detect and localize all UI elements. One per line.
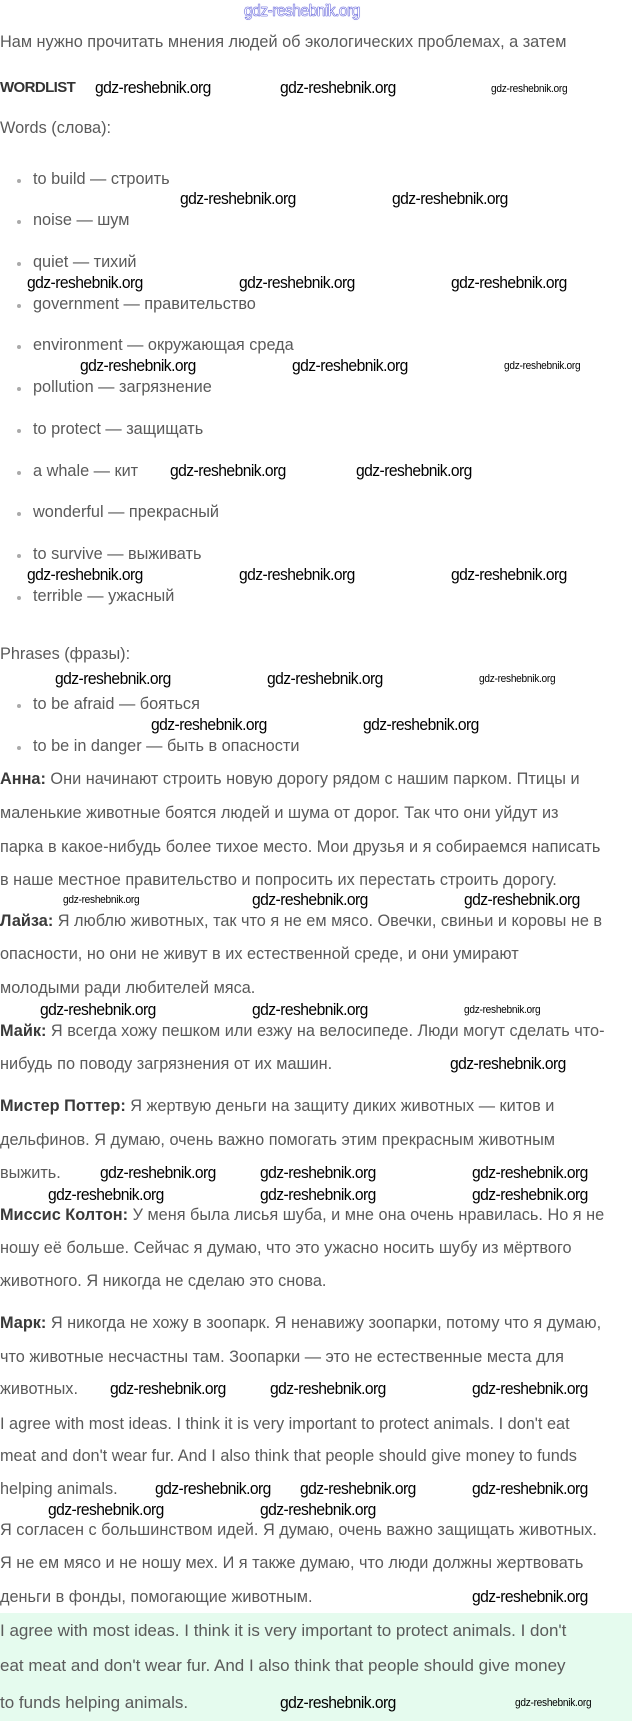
watermark: gdz-reshebnik.org	[270, 1379, 386, 1398]
watermark: gdz-reshebnik.org	[363, 715, 479, 734]
opinion-line: в наше местное правительство и попросить их перестать строить дорогу.	[0, 871, 557, 889]
watermark: gdz-reshebnik.org	[515, 1697, 592, 1709]
opinion-line: животного. Я никогда не сделаю это снова.	[0, 1272, 327, 1290]
watermark: gdz-reshebnik.org	[300, 1479, 416, 1498]
watermark: gdz-reshebnik.org	[280, 78, 396, 97]
opinion-line: ношу её больше. Сейчас я думаю, что это ужасно носить шубу из мёртвого	[0, 1239, 572, 1257]
answer-en-line: meat and don't wear fur. And I also think that people should give money to funds	[0, 1447, 577, 1465]
watermark: gdz-reshebnik.org	[27, 565, 143, 584]
list-item: to build — строить	[33, 170, 170, 188]
list-item: terrible — ужасный	[33, 587, 175, 605]
watermark: gdz-reshebnik.org	[252, 1000, 368, 1019]
watermark: gdz-reshebnik.org	[95, 78, 211, 97]
watermark: gdz-reshebnik.org	[472, 1379, 588, 1398]
opinion-line: выжить.	[0, 1164, 61, 1182]
opinion-text: Я жертвую деньги на защиту диких животных — китов и	[125, 1097, 555, 1115]
watermark-top: gdz-reshebnik.org	[244, 1, 360, 20]
list-item: government — правительство	[33, 295, 256, 313]
watermark: gdz-reshebnik.org	[491, 83, 568, 95]
intro-text: Нам нужно прочитать мнения людей об экологических проблемах, а затем	[0, 33, 567, 51]
highlight-line: to funds helping animals.	[0, 1693, 189, 1712]
opinion-anna	[0, 769, 580, 789]
watermark: gdz-reshebnik.org	[472, 1587, 588, 1606]
watermark: gdz-reshebnik.org	[451, 565, 567, 584]
opinion-line: парка в какое-нибудь более тихое место. Мои друзья и я собираемся написать	[0, 838, 601, 856]
list-item: to protect — защищать	[33, 420, 204, 438]
words-heading: Words (слова):	[0, 119, 112, 137]
watermark: gdz-reshebnik.org	[267, 669, 383, 688]
watermark: gdz-reshebnik.org	[252, 890, 368, 909]
highlight-line: eat meat and don't wear fur. And I also think that people should give money	[0, 1656, 566, 1675]
bullet-icon	[17, 304, 21, 308]
opinion-line: что животные несчастны там. Зоопарки — это не естественные места для	[0, 1348, 564, 1366]
answer-ru-line: деньги в фонды, помогающие животным.	[0, 1588, 313, 1606]
watermark: gdz-reshebnik.org	[472, 1163, 588, 1182]
speaker-name: Марк:	[0, 1314, 47, 1332]
list-item: wonderful — прекрасный	[33, 503, 220, 521]
bullet-icon	[17, 220, 21, 224]
list-item: quiet — тихий	[33, 253, 137, 271]
watermark: gdz-reshebnik.org	[451, 273, 567, 292]
watermark: gdz-reshebnik.org	[356, 461, 472, 480]
opinion-lisa	[0, 911, 602, 931]
answer-ru-line: Я согласен с большинством идей. Я думаю, очень важно защищать животных.	[0, 1521, 597, 1539]
opinion-line: маленькие животные боятся людей и шума от дорог. Так что они уйдут из	[0, 804, 559, 822]
opinion-mark	[0, 1313, 601, 1333]
watermark: gdz-reshebnik.org	[40, 1000, 156, 1019]
opinion-line: дельфинов. Я думаю, очень важно помогать этим прекрасным животным	[0, 1131, 555, 1149]
phrases-heading: Phrases (фразы):	[0, 645, 131, 663]
watermark: gdz-reshebnik.org	[239, 565, 355, 584]
watermark: gdz-reshebnik.org	[472, 1479, 588, 1498]
watermark: gdz-reshebnik.org	[292, 356, 408, 375]
opinion-text: Я всегда хожу пешком или езжу на велосипеде. Люди могут сделать что-	[46, 1022, 605, 1040]
speaker-name: Мистер Поттер:	[0, 1097, 126, 1115]
bullet-icon	[17, 554, 21, 558]
answer-ru-line: Я не ем мясо и не ношу мех. И я также думаю, что люди должны жертвовать	[0, 1554, 584, 1572]
list-item: a whale — кит	[33, 462, 139, 480]
watermark: gdz-reshebnik.org	[260, 1185, 376, 1204]
opinion-line: животных.	[0, 1380, 78, 1398]
opinion-mike	[0, 1021, 605, 1041]
bullet-icon	[17, 512, 21, 516]
watermark: gdz-reshebnik.org	[392, 189, 508, 208]
speaker-name: Анна:	[0, 770, 46, 788]
opinion-text: Я люблю животных, так что я не ем мясо. Овечки, свиньи и коровы не в	[53, 912, 603, 930]
bullet-icon	[17, 345, 21, 349]
opinion-line: нибудь по поводу загрязнения от их машин.	[0, 1055, 333, 1073]
watermark: gdz-reshebnik.org	[260, 1500, 376, 1519]
opinion-mrs-colton	[0, 1205, 604, 1225]
watermark: gdz-reshebnik.org	[48, 1185, 164, 1204]
watermark: gdz-reshebnik.org	[472, 1185, 588, 1204]
bullet-icon	[17, 387, 21, 391]
list-item: to survive — выживать	[33, 545, 202, 563]
watermark: gdz-reshebnik.org	[63, 894, 140, 906]
opinion-line: молодыми ради любителей мяса.	[0, 979, 256, 997]
opinion-text: Они начинают строить новую дорогу рядом с нашим парком. Птицы и	[45, 770, 580, 788]
highlight-line: I agree with most ideas. I think it is very important to protect animals. I don't	[0, 1621, 567, 1640]
opinion-mr-potter	[0, 1096, 554, 1116]
watermark: gdz-reshebnik.org	[450, 1054, 566, 1073]
watermark: gdz-reshebnik.org	[504, 360, 581, 372]
watermark: gdz-reshebnik.org	[155, 1479, 271, 1498]
watermark: gdz-reshebnik.org	[80, 356, 196, 375]
watermark: gdz-reshebnik.org	[110, 1379, 226, 1398]
bullet-icon	[17, 704, 21, 708]
speaker-name: Миссис Колтон:	[0, 1206, 129, 1224]
bullet-icon	[17, 429, 21, 433]
list-item: pollution — загрязнение	[33, 378, 212, 396]
watermark: gdz-reshebnik.org	[55, 669, 171, 688]
watermark: gdz-reshebnik.org	[100, 1163, 216, 1182]
watermark: gdz-reshebnik.org	[48, 1500, 164, 1519]
bullet-icon	[17, 746, 21, 750]
answer-en-line: helping animals.	[0, 1480, 118, 1498]
bullet-icon	[17, 179, 21, 183]
watermark: gdz-reshebnik.org	[280, 1693, 396, 1712]
watermark: gdz-reshebnik.org	[180, 189, 296, 208]
watermark: gdz-reshebnik.org	[151, 715, 267, 734]
speaker-name: Лайза:	[0, 912, 54, 930]
watermark: gdz-reshebnik.org	[260, 1163, 376, 1182]
bullet-icon	[17, 471, 21, 475]
watermark: gdz-reshebnik.org	[464, 890, 580, 909]
watermark: gdz-reshebnik.org	[479, 673, 556, 685]
opinion-text: У меня была лисья шуба, и мне она очень нравилась. Но я не	[128, 1206, 605, 1224]
bullet-icon	[17, 262, 21, 266]
watermark: gdz-reshebnik.org	[170, 461, 286, 480]
watermark: gdz-reshebnik.org	[27, 273, 143, 292]
bullet-icon	[17, 596, 21, 600]
list-item: to be afraid — бояться	[33, 695, 200, 713]
watermark: gdz-reshebnik.org	[239, 273, 355, 292]
list-item: environment — окружающая среда	[33, 336, 294, 354]
opinion-line: опасности, но они не живут в их естественной среде, и они умирают	[0, 945, 519, 963]
wordlist-label: WORDLIST	[0, 79, 76, 96]
watermark: gdz-reshebnik.org	[464, 1004, 541, 1016]
opinion-text: Я никогда не хожу в зоопарк. Я ненавижу зоопарки, потому что я думаю,	[46, 1314, 602, 1332]
answer-en-line: I agree with most ideas. I think it is very important to protect animals. I don't eat	[0, 1415, 570, 1433]
speaker-name: Майк:	[0, 1022, 47, 1040]
list-item: noise — шум	[33, 211, 130, 229]
list-item: to be in danger — быть в опасности	[33, 737, 300, 755]
